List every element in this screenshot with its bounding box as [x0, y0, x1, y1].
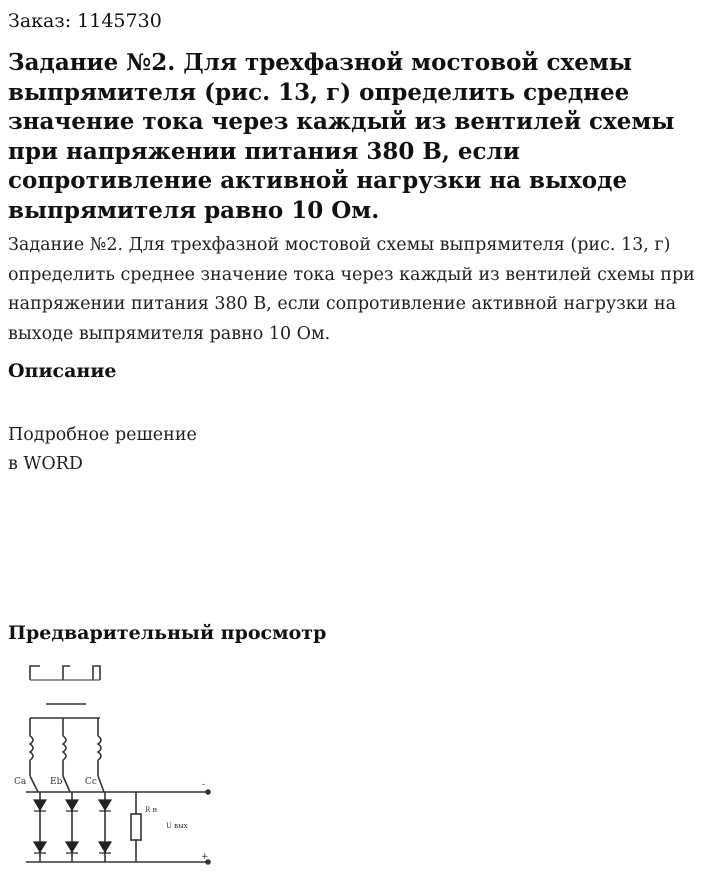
task-description: Задание №2. Для трехфазной мостовой схемы выпрямителя (рис. 13, г) определить среднее значение тока через каждый из вентилей схемы при напряжении питания 380 В, если сопротивление активной нагрузки на выходе выпрямителя равно 10 Ом.	[8, 235, 695, 344]
phase-a-label: Ca	[14, 777, 27, 787]
circuit-diagram	[8, 656, 218, 892]
minus-terminal-label: -	[202, 780, 206, 790]
phase-c-label: Cc	[85, 777, 97, 787]
output-voltage-label: U вых	[166, 822, 188, 830]
description-heading: Описание	[8, 360, 117, 382]
plus-terminal-label: +	[201, 852, 209, 862]
preview-heading: Предварительный просмотр	[8, 622, 327, 644]
description-line-solution: Подробное решение	[8, 425, 197, 445]
phase-b-label: Eb	[50, 777, 63, 787]
order-number: Заказ: 1145730	[8, 10, 162, 32]
circuit-preview-image	[8, 656, 218, 892]
description-line-format: в WORD	[8, 454, 83, 474]
task-title: Задание №2. Для трехфазной мостовой схемы выпрямителя (рис. 13, г) определить среднее значение тока через каждый из вентилей схемы при напряжении питания 380 В, если сопротивление активной нагрузки на выходе выпрямителя равно 10 Ом.	[8, 49, 675, 224]
load-resistor-label: R н	[145, 806, 158, 814]
